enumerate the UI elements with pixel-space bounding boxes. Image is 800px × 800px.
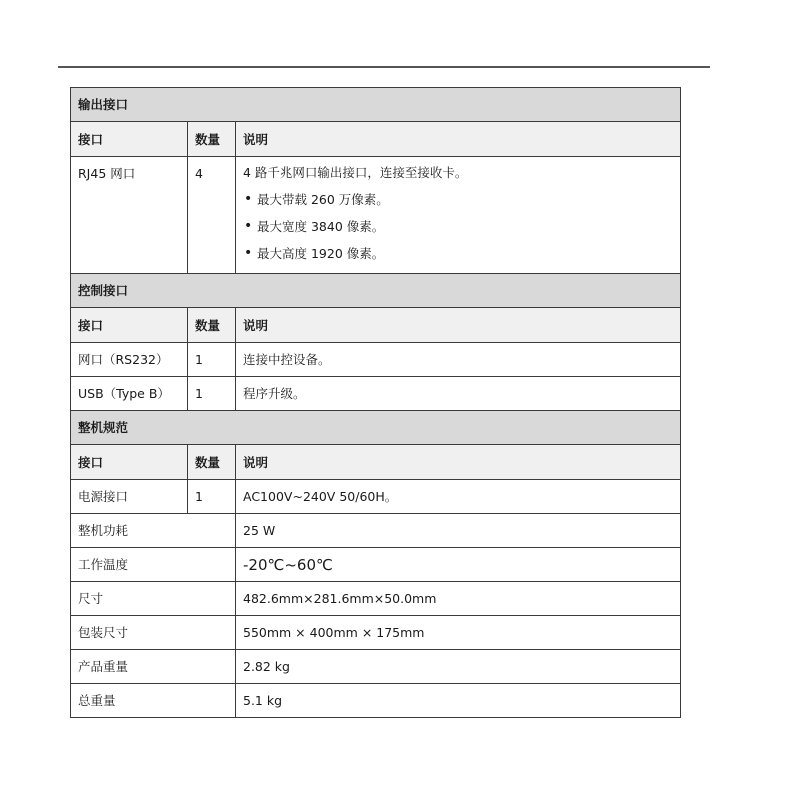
- section-title-output: 输出接口: [71, 88, 681, 122]
- spec-label: 整机功耗: [71, 514, 236, 548]
- spec-row: [71, 548, 681, 582]
- port-quantity: 1: [188, 377, 236, 411]
- section-row-control: [71, 274, 681, 308]
- spec-value: 2.82 kg: [236, 650, 681, 684]
- description-text: 4 路千兆网口输出接口，连接至接收卡。: [243, 165, 468, 180]
- section-title-machine: 整机规范: [71, 411, 681, 445]
- header-row-control: [71, 308, 681, 343]
- spec-value: -20℃~60℃: [236, 548, 681, 582]
- header-desc: 说明: [236, 122, 681, 157]
- header-qty: 数量: [188, 445, 236, 480]
- port-name: 网口（RS232）: [71, 343, 188, 377]
- port-description: [236, 157, 681, 274]
- header-qty: 数量: [188, 122, 236, 157]
- spec-row: [71, 616, 681, 650]
- table-row: [71, 480, 681, 514]
- spec-label: 总重量: [71, 684, 236, 718]
- header-port: 接口: [71, 308, 188, 343]
- spec-value: 482.6mm×281.6mm×50.0mm: [236, 582, 681, 616]
- header-port: 接口: [71, 445, 188, 480]
- port-quantity: 1: [188, 480, 236, 514]
- table-row: [71, 157, 681, 274]
- port-quantity: 4: [188, 157, 236, 274]
- header-desc: 说明: [236, 445, 681, 480]
- spec-label: 尺寸: [71, 582, 236, 616]
- spec-row: [71, 582, 681, 616]
- spec-label: 产品重量: [71, 650, 236, 684]
- port-description: 程序升级。: [236, 377, 681, 411]
- bullet-item: • 最大宽度 3840 像素。: [243, 213, 680, 240]
- port-description: 连接中控设备。: [236, 343, 681, 377]
- port-description: AC100V~240V 50/60H。: [236, 480, 681, 514]
- table-row: [71, 343, 681, 377]
- spec-label: 工作温度: [71, 548, 236, 582]
- port-name: 电源接口: [71, 480, 188, 514]
- bullet-item: • 最大带载 260 万像素。: [243, 186, 680, 213]
- spec-row: [71, 650, 681, 684]
- header-qty: 数量: [188, 308, 236, 343]
- header-port: 接口: [71, 122, 188, 157]
- spec-value: 550mm × 400mm × 175mm: [236, 616, 681, 650]
- spec-value: 5.1 kg: [236, 684, 681, 718]
- section-row-output: [71, 88, 681, 122]
- port-quantity: 1: [188, 343, 236, 377]
- port-name: USB（Type B）: [71, 377, 188, 411]
- table-row: [71, 377, 681, 411]
- header-row-output: [71, 122, 681, 157]
- header-row-machine: [71, 445, 681, 480]
- spec-table: [70, 87, 681, 718]
- spec-value: 25 W: [236, 514, 681, 548]
- port-name: RJ45 网口: [71, 157, 188, 274]
- spec-label: 包装尺寸: [71, 616, 236, 650]
- bullet-item: • 最大高度 1920 像素。: [243, 240, 680, 267]
- spec-row: [71, 684, 681, 718]
- bullet-list: [243, 186, 680, 267]
- header-desc: 说明: [236, 308, 681, 343]
- section-title-control: 控制接口: [71, 274, 681, 308]
- section-row-machine: [71, 411, 681, 445]
- spec-row: [71, 514, 681, 548]
- top-divider: [58, 66, 710, 68]
